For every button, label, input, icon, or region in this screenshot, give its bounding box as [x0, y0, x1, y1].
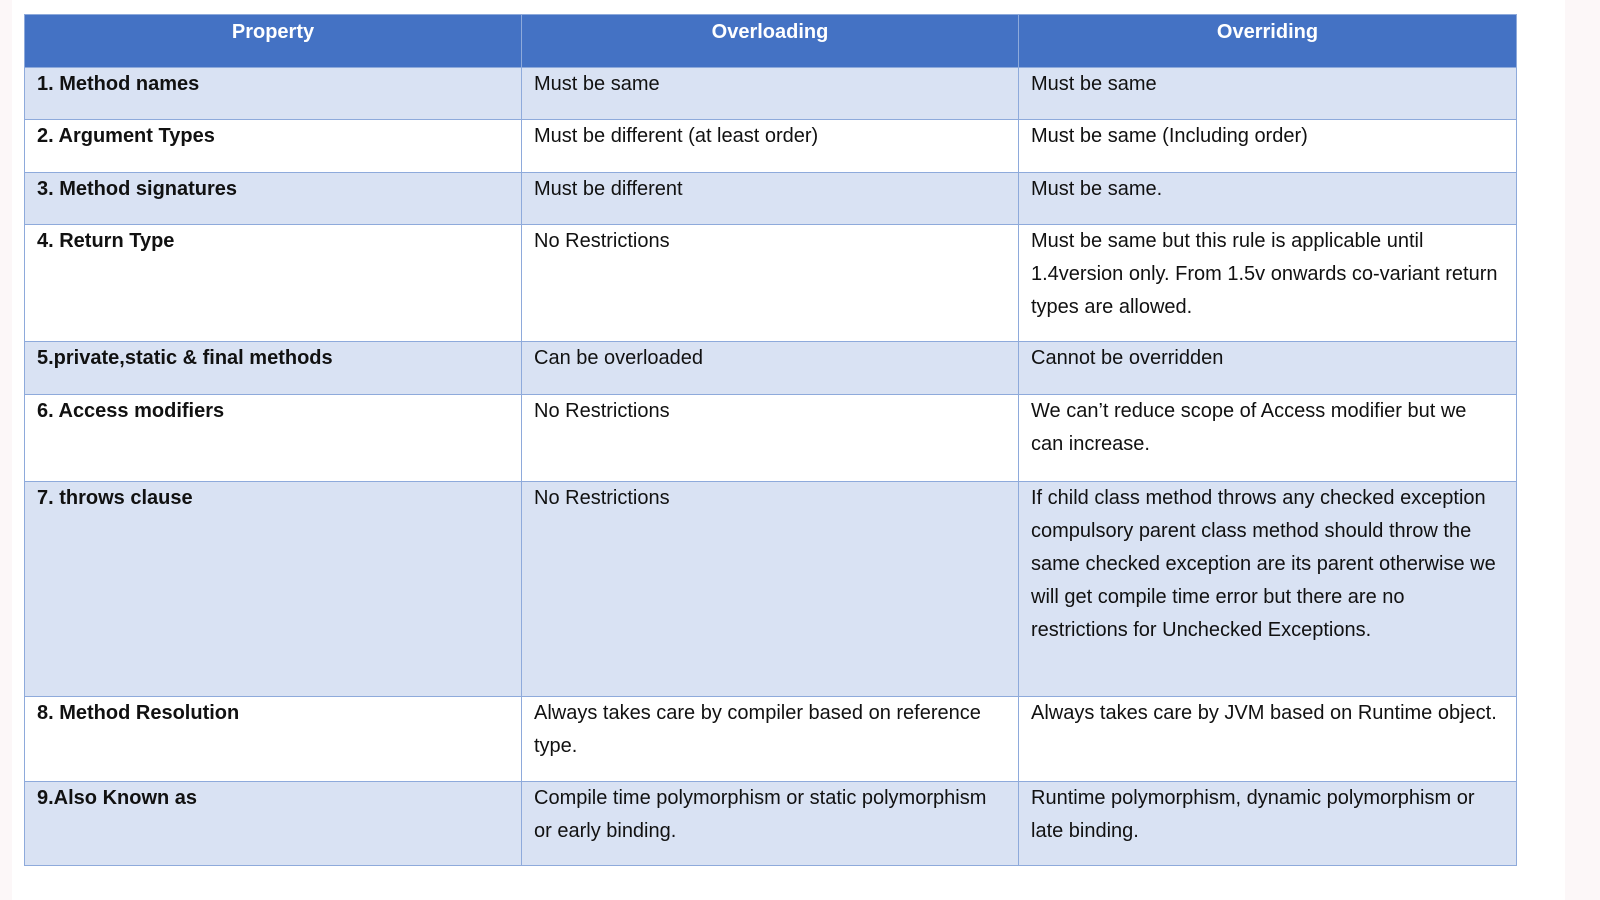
cell-overriding: If child class method throws any checked exception compulsory parent class method should throw the same checked exception are its parent otherwise we will get compile time error but there are no restrictions for Unchecked Exceptions. [1019, 482, 1517, 697]
cell-overloading: Always takes care by compiler based on reference type. [522, 697, 1019, 782]
cell-property: 4. Return Type [25, 225, 522, 342]
cell-overriding: Runtime polymorphism, dynamic polymorphism or late binding. [1019, 782, 1517, 866]
header-row [25, 15, 1517, 68]
cell-overriding: We can’t reduce scope of Access modifier but we can increase. [1019, 395, 1517, 482]
cell-overloading: No Restrictions [522, 395, 1019, 482]
left-margin [0, 0, 12, 900]
cell-overloading: Must be different [522, 173, 1019, 225]
table-row [25, 482, 1517, 697]
cell-overriding: Always takes care by JVM based on Runtime object. [1019, 697, 1517, 782]
cell-overloading: No Restrictions [522, 225, 1019, 342]
header-overriding: Overriding [1019, 15, 1517, 68]
table-row [25, 697, 1517, 782]
header-overloading: Overloading [522, 15, 1019, 68]
cell-property: 3. Method signatures [25, 173, 522, 225]
cell-overriding: Cannot be overridden [1019, 342, 1517, 395]
cell-property: 8. Method Resolution [25, 697, 522, 782]
table-row [25, 395, 1517, 482]
table-row [25, 342, 1517, 395]
table-row [25, 225, 1517, 342]
table-row [25, 68, 1517, 120]
table-row [25, 120, 1517, 173]
comparison-table [24, 14, 1517, 866]
cell-overriding: Must be same. [1019, 173, 1517, 225]
cell-property: 5.private,static & final methods [25, 342, 522, 395]
cell-property: 7. throws clause [25, 482, 522, 697]
cell-overriding: Must be same [1019, 68, 1517, 120]
header-property: Property [25, 15, 522, 68]
cell-property: 6. Access modifiers [25, 395, 522, 482]
table-row [25, 782, 1517, 866]
cell-property: 9.Also Known as [25, 782, 522, 866]
cell-overloading: Compile time polymorphism or static polymorphism or early binding. [522, 782, 1019, 866]
cell-overloading: Must be different (at least order) [522, 120, 1019, 173]
right-margin [1565, 0, 1600, 900]
cell-overloading: Can be overloaded [522, 342, 1019, 395]
cell-property: 2. Argument Types [25, 120, 522, 173]
cell-overriding: Must be same but this rule is applicable until 1.4version only. From 1.5v onwards co-variant return types are allowed. [1019, 225, 1517, 342]
table-row [25, 173, 1517, 225]
cell-overloading: No Restrictions [522, 482, 1019, 697]
cell-overriding: Must be same (Including order) [1019, 120, 1517, 173]
cell-property: 1. Method names [25, 68, 522, 120]
cell-overloading: Must be same [522, 68, 1019, 120]
